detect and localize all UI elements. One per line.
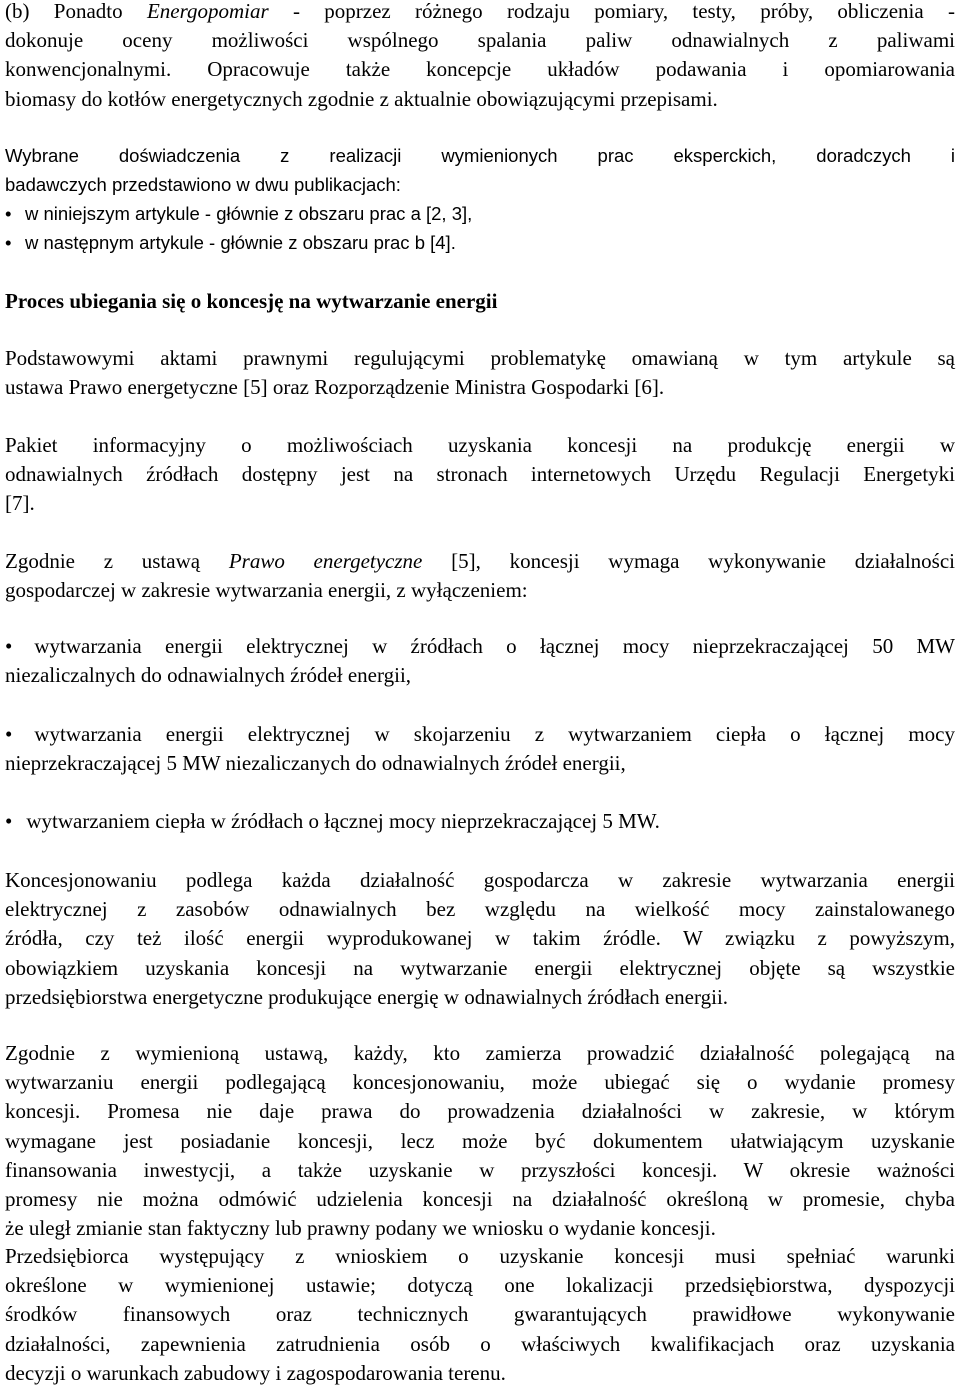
conditions-line: decyzji o warunkach zabudowy i zagospodarowania terenu.	[5, 1360, 506, 1385]
intro-line-2: dokonuje oceny możliwości wspólnego spalania paliw odnawialnych z paliwami	[5, 28, 955, 53]
conditions-line: działalności, zapewnienia zatrudnienia osób o właściwych kwalifikacjach oraz uzyskania	[5, 1331, 955, 1356]
promise-line: wymagane jest posiadanie koncesji, lecz może być dokumentem ułatwiającym uzyskanie	[5, 1128, 955, 1153]
package-paragraph	[5, 431, 955, 519]
intro-line-1: (b) Ponadto Energopomiar - poprzez różnego rodzaju pomiary, testy, próby, obliczenia -	[5, 0, 955, 23]
list-item	[5, 632, 955, 690]
licensing-line: przedsiębiorstwa energetyczne produkujące energię w odnawialnych źródłach energii.	[5, 984, 729, 1009]
promise-line: promesy nie można odmówić udzielenia koncesji na działalność określoną w promesie, chyba	[5, 1187, 955, 1212]
bullet-icon: •	[5, 809, 13, 833]
list-item	[5, 720, 955, 778]
list-item	[5, 199, 955, 228]
conditions-paragraph	[5, 1242, 955, 1388]
law-line-1: Zgodnie z ustawą Prawo energetyczne [5], koncesji wymaga wykonywanie działalności	[5, 549, 955, 573]
promise-line: finansowania inwestycji, a także uzyskanie w przyszłości koncesji. W okresie ważności	[5, 1157, 955, 1182]
list-item	[5, 807, 955, 836]
package-line-1: Pakiet informacyjny o możliwościach uzyskania koncesji na produkcję energii w	[5, 433, 955, 457]
promise-paragraph	[5, 1039, 955, 1243]
conditions-line: Przedsiębiorca występujący z wnioskiem o uzyskanie koncesji musi spełniać warunki	[5, 1244, 955, 1268]
conditions-line: określone w wymienionej ustawie; dotyczą one lokalizacji przedsiębiorstwa, dyspozycji	[5, 1273, 955, 1298]
conditions-line: środków finansowych oraz technicznych gwarantujących prawidłowe wykonywanie	[5, 1302, 955, 1327]
list-item	[5, 228, 955, 257]
licensing-paragraph	[5, 866, 955, 1012]
exclusion-line-1: • wytwarzaniem ciepła w źródłach o łącznej mocy nieprzekraczającej 5 MW.	[5, 809, 660, 833]
licensing-line: źródła, czy też ilość energii wyprodukowanej w takim źródle. W związku z powyższym,	[5, 926, 955, 951]
experience-line-1: Wybrane doświadczenia z realizacji wymienionych prac eksperckich, doradczych i	[5, 145, 955, 166]
licensing-line: obowiązkiem uzyskania koncesji na wytwarzanie energii elektrycznej objęte są wszystkie	[5, 955, 955, 980]
intro-line-3: konwencjonalnymi. Opracowuje także koncepcje układów podawania i opomiarowania	[5, 57, 955, 82]
exclusion-line-2: nieprzekraczającej 5 MW niezaliczanych do odnawialnych źródeł energii,	[5, 751, 626, 776]
law-line-2: gospodarczej w zakresie wytwarzania energii, z wyłączeniem:	[5, 578, 528, 603]
intro-line-4: biomasy do kotłów energetycznych zgodnie z aktualnie obowiązującymi przepisami.	[5, 86, 718, 111]
act-title-italic: Prawo energetyczne	[228, 549, 423, 573]
promise-line: wytwarzaniu energii podlegającą koncesjonowaniu, może ubiegać się o wydanie promesy	[5, 1070, 955, 1095]
licensing-line: elektrycznej z zasobów odnawialnych bez względu na wielkość mocy zainstalowanego	[5, 897, 955, 922]
package-line-3: [7].	[5, 491, 35, 516]
licensing-line: Koncesjonowaniu podlega każda działalność gospodarcza w zakresie wytwarzania energii	[5, 868, 955, 892]
promise-line: Zgodnie z wymienioną ustawą, każdy, kto zamierza prowadzić działalność polegającą na	[5, 1041, 955, 1065]
promise-line: że uległ zmianie stan faktyczny lub prawny podany we wniosku o wydanie koncesji.	[5, 1216, 716, 1241]
basis-line-2: ustawa Prawo energetyczne [5] oraz Rozporządzenie Ministra Gospodarki [6].	[5, 375, 665, 400]
list-item-text: w niniejszym artykule - głównie z obszaru prac a [2, 3],	[25, 203, 473, 224]
package-line-2: odnawialnych źródłach dostępny jest na stronach internetowych Urzędu Regulacji Energetyki	[5, 462, 955, 487]
company-name-italic: Energopomiar	[146, 0, 269, 23]
bullet-icon: •	[5, 232, 12, 253]
list-item-text: w następnym artykule - głównie z obszaru prac b [4].	[25, 232, 456, 253]
exclusion-line-2: niezaliczalnych do odnawialnych źródeł energii,	[5, 663, 412, 688]
bullet-icon: •	[5, 722, 13, 746]
section-heading: Proces ubiegania się o koncesję na wytwarzanie energii	[5, 289, 498, 313]
basis-paragraph	[5, 344, 955, 402]
bullet-icon: •	[5, 634, 13, 658]
basis-line-1: Podstawowymi aktami prawnymi regulującymi problematykę omawianą w tym artykule są	[5, 346, 955, 370]
law-paragraph	[5, 547, 955, 605]
exclusion-line-1: • wytwarzania energii elektrycznej w skojarzeniu z wytwarzaniem ciepła o łącznej mocy	[5, 722, 955, 746]
intro-paragraph	[5, 0, 955, 114]
experience-line-2: badawczych przedstawiono w dwu publikacjach:	[5, 174, 401, 196]
promise-line: koncesji. Promesa nie daje prawa do prowadzenia działalności w zakresie, w którym	[5, 1099, 955, 1124]
exclusion-line-1: • wytwarzania energii elektrycznej w źródłach o łącznej mocy nieprzekraczającej 50 MW	[5, 634, 955, 658]
experience-paragraph	[5, 141, 955, 199]
bullet-icon: •	[5, 203, 12, 224]
